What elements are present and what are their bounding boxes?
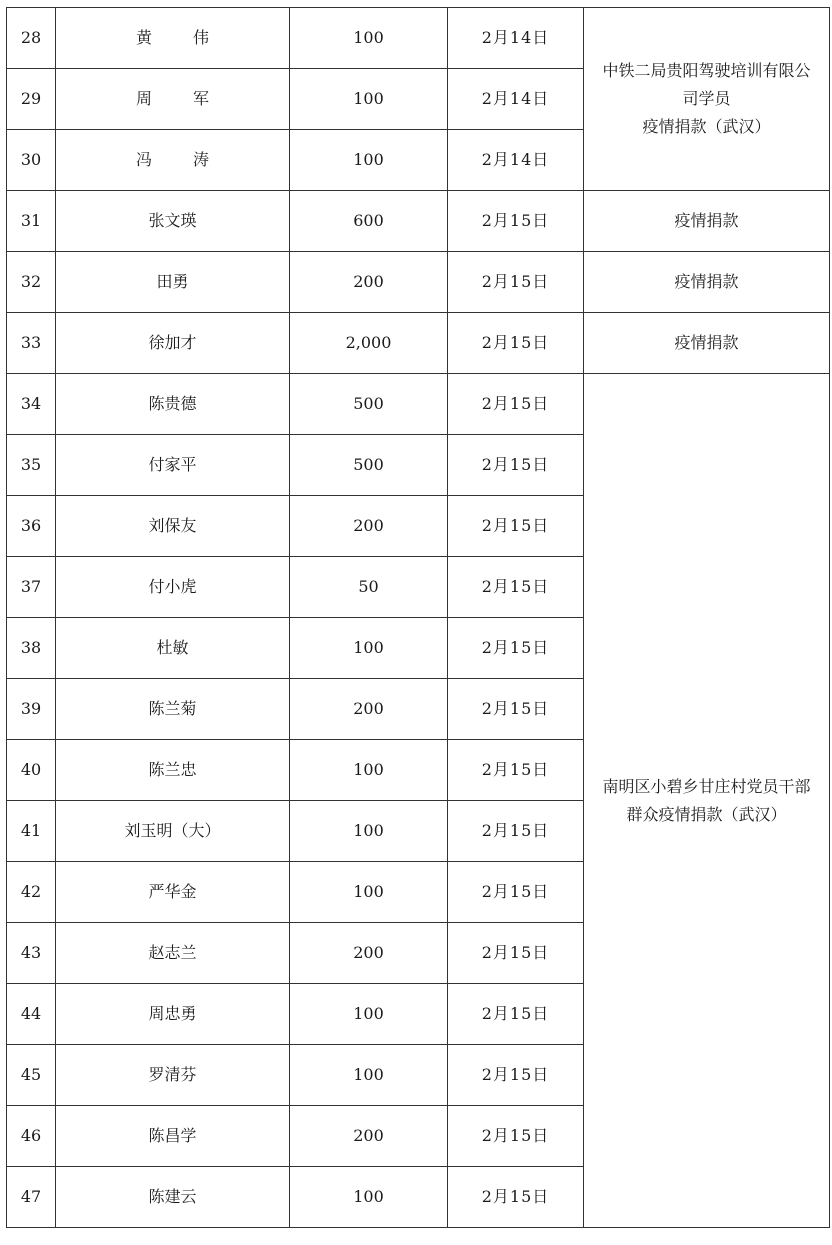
donation-amount: 100 [290, 1045, 448, 1106]
donation-amount: 200 [290, 496, 448, 557]
row-number: 42 [7, 862, 56, 923]
row-number: 28 [7, 8, 56, 69]
note-line: 南明区小碧乡甘庄村党员干部 [602, 776, 811, 796]
donor-name: 刘玉明（大） [56, 801, 290, 862]
donor-name: 周忠勇 [56, 984, 290, 1045]
donation-amount: 100 [290, 801, 448, 862]
donation-date: 2月15日 [448, 984, 584, 1045]
donor-name: 陈兰忠 [56, 740, 290, 801]
donation-date: 2月15日 [448, 862, 584, 923]
donation-note: 疫情捐款 [584, 252, 830, 313]
table-row [7, 313, 830, 374]
donation-amount: 600 [290, 191, 448, 252]
row-number: 38 [7, 618, 56, 679]
donation-amount: 100 [290, 1167, 448, 1228]
donation-date: 2月15日 [448, 1167, 584, 1228]
donor-name: 徐加才 [56, 313, 290, 374]
donation-table [6, 7, 830, 1228]
note-line: 司学员 [682, 89, 731, 108]
donor-name: 刘保友 [56, 496, 290, 557]
donation-date: 2月15日 [448, 1106, 584, 1167]
row-number: 34 [7, 374, 56, 435]
donation-date: 2月15日 [448, 618, 584, 679]
donation-date: 2月15日 [448, 313, 584, 374]
donor-name: 陈贵德 [56, 374, 290, 435]
donor-name: 冯 涛 [56, 130, 290, 191]
row-number: 46 [7, 1106, 56, 1167]
donation-date: 2月15日 [448, 191, 584, 252]
donation-amount: 100 [290, 618, 448, 679]
row-number: 31 [7, 191, 56, 252]
donation-date: 2月15日 [448, 374, 584, 435]
donation-amount: 100 [290, 130, 448, 191]
donor-name: 赵志兰 [56, 923, 290, 984]
row-number: 43 [7, 923, 56, 984]
donor-name: 罗清芬 [56, 1045, 290, 1106]
donation-date: 2月14日 [448, 130, 584, 191]
donation-date: 2月15日 [448, 557, 584, 618]
donor-name: 黄 伟 [56, 8, 290, 69]
donation-amount: 200 [290, 679, 448, 740]
table-row [7, 8, 830, 69]
row-number: 47 [7, 1167, 56, 1228]
row-number: 29 [7, 69, 56, 130]
donation-date: 2月15日 [448, 435, 584, 496]
donation-amount: 100 [290, 69, 448, 130]
donation-amount: 2,000 [290, 313, 448, 374]
donor-name: 田勇 [56, 252, 290, 313]
table-row [7, 252, 830, 313]
row-number: 41 [7, 801, 56, 862]
donation-date: 2月14日 [448, 69, 584, 130]
donor-name: 周 军 [56, 69, 290, 130]
donor-name: 杜敏 [56, 618, 290, 679]
donor-name: 张文瑛 [56, 191, 290, 252]
row-number: 40 [7, 740, 56, 801]
donation-note: 疫情捐款 [584, 313, 830, 374]
donation-amount: 200 [290, 252, 448, 313]
donation-date: 2月15日 [448, 740, 584, 801]
donation-amount: 500 [290, 435, 448, 496]
row-number: 39 [7, 679, 56, 740]
row-number: 33 [7, 313, 56, 374]
donation-date: 2月15日 [448, 1045, 584, 1106]
donation-date: 2月15日 [448, 496, 584, 557]
donation-note: 疫情捐款 [584, 191, 830, 252]
donor-name: 陈建云 [56, 1167, 290, 1228]
note-line: 中铁二局贵阳驾驶培训有限公 [602, 61, 811, 80]
note-cell-group-2 [584, 374, 830, 1228]
row-number: 35 [7, 435, 56, 496]
donor-name: 严华金 [56, 862, 290, 923]
donation-amount: 100 [290, 740, 448, 801]
note-cell-group-1 [584, 8, 830, 191]
donation-date: 2月15日 [448, 252, 584, 313]
table-row [7, 191, 830, 252]
donor-name: 陈兰菊 [56, 679, 290, 740]
donation-amount: 200 [290, 1106, 448, 1167]
row-number: 37 [7, 557, 56, 618]
row-number: 45 [7, 1045, 56, 1106]
donation-date: 2月14日 [448, 8, 584, 69]
donor-name: 付家平 [56, 435, 290, 496]
donation-amount: 500 [290, 374, 448, 435]
row-number: 30 [7, 130, 56, 191]
donor-name: 付小虎 [56, 557, 290, 618]
table-row [7, 374, 830, 435]
donor-name: 陈昌学 [56, 1106, 290, 1167]
row-number: 36 [7, 496, 56, 557]
note-line: 疫情捐款（武汉） [642, 117, 771, 136]
donation-date: 2月15日 [448, 801, 584, 862]
row-number: 32 [7, 252, 56, 313]
donation-date: 2月15日 [448, 679, 584, 740]
donation-date: 2月15日 [448, 923, 584, 984]
donation-amount: 200 [290, 923, 448, 984]
donation-amount: 100 [290, 862, 448, 923]
donation-amount: 100 [290, 984, 448, 1045]
row-number: 44 [7, 984, 56, 1045]
note-line: 群众疫情捐款（武汉） [626, 804, 787, 824]
donation-amount: 50 [290, 557, 448, 618]
donation-amount: 100 [290, 8, 448, 69]
